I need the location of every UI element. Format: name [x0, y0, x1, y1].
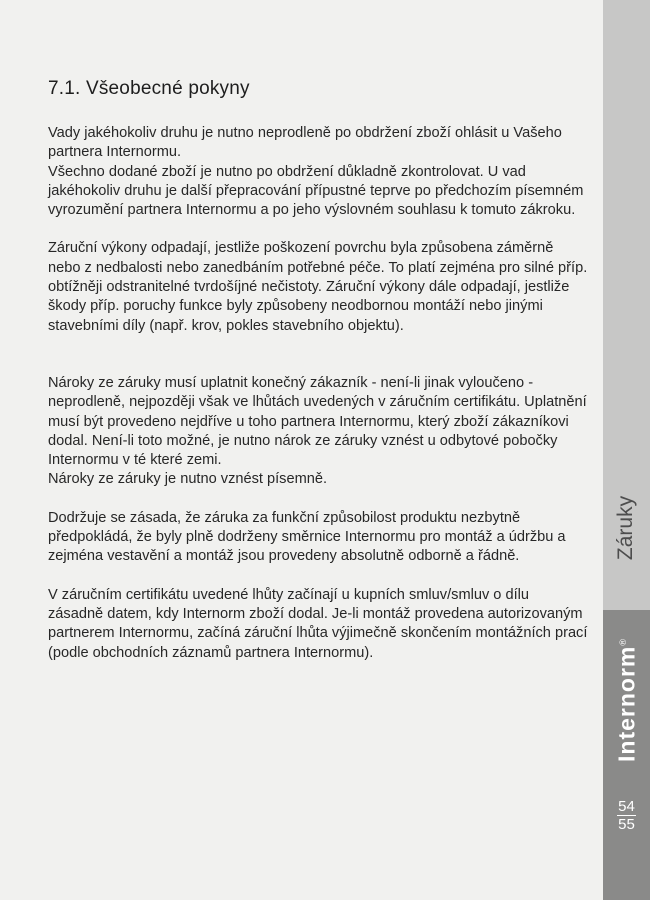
brand-logo	[614, 638, 641, 762]
section-heading: 7.1. Všeobecné pokyny	[48, 78, 250, 99]
paragraph-1: Vady jakéhokoliv druhu je nutno neprodleně po obdržení zboží ohlásit u Vašeho partnera Internormu.	[48, 125, 562, 161]
page-content	[48, 78, 588, 682]
section-label: Záruky	[614, 495, 637, 561]
page-number-right: 55	[618, 816, 635, 833]
page-numbers	[603, 798, 650, 833]
paragraph-4: Nároky ze záruky musí uplatnit konečný zákazník - není-li jinak vyloučeno - neprodleně, nejpozději však ve lhůtách uvedených v záručním certifikátu. Uplatnění musí být provedeno nejdříve u toho partnera Internormu, který zboží zákazníkovi dodal. Není-li toto možné, je nutno nárok ze záruky vznést u odbytové pobočky Internormu v té které zemi.	[48, 374, 587, 469]
paragraph-3: Záruční výkony odpadají, jestliže poškození povrchu byla způsobena záměrně nebo z nedbalosti nebo zanedbáním potřebné péče. To platí zejména pro silné příp. obtížněji odstranitelné tvrdošíjné nečistoty. Záruční výkony dále odpadají, jestliže škody příp. poruchy funkce byly způsobeny neodbornou montáží nebo jinými stavebními díly (např. krov, pokles stavebního objektu).	[48, 240, 588, 334]
brand-name: Internorm	[613, 645, 640, 762]
page-number-left: 54	[618, 798, 635, 815]
paragraph-5: Nároky ze záruky je nutno vznést písemně.	[48, 471, 328, 488]
side-tab	[603, 0, 650, 900]
registered-mark: ®	[617, 638, 628, 646]
paragraph-7: V záručním certifikátu uvedené lhůty začínají u kupních smluv/smluv o dílu zásadně datem, kdy Internorm zboží dodal. Je-li montáž provedena autorizovaným partnerem Internormu, začíná záruční lhůta výjimečně skončením montážních prací (podle obchodních záznamů partnera Internormu).	[48, 586, 588, 661]
paragraph-2: Všechno dodané zboží je nutno po obdržení důkladně zkontrolovat. U vad jakéhokoliv druhu je další přepracování přípustné teprve po předchozím písemném vyrozumění partnera Internormu a po jeho výslovném souhlasu k tomuto zákroku.	[48, 163, 584, 219]
paragraph-6: Dodržuje se zásada, že záruka za funkční způsobilost produktu nezbytně předpokládá, že byly plně dodrženy směrnice Internormu pro montáž a údržbu a zejména vestavění a montáž jsou provedeny absolutně odborně a řádně.	[48, 509, 566, 565]
